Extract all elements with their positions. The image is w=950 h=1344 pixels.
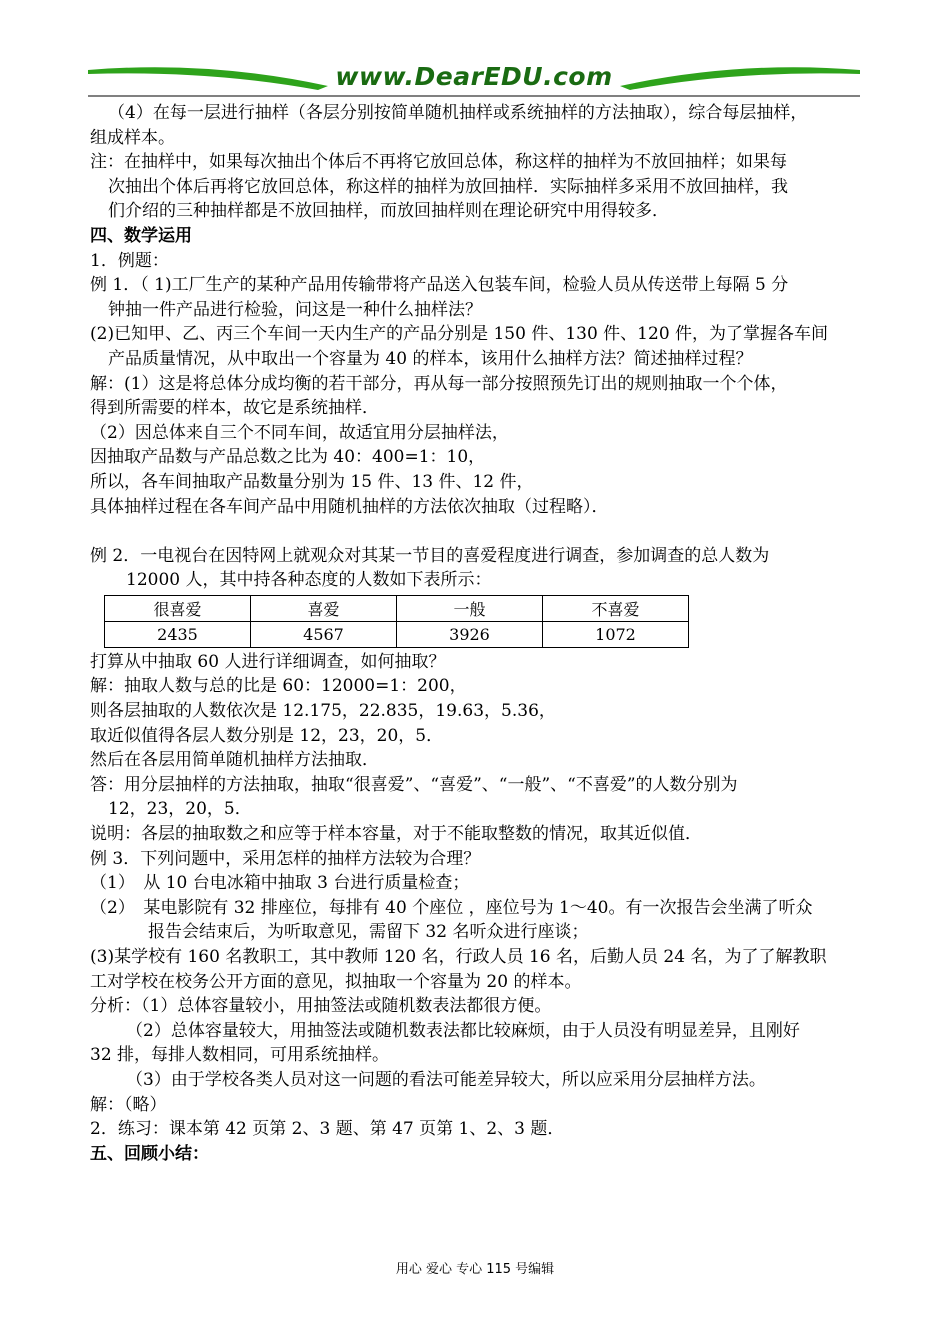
table-row <box>105 621 689 647</box>
analysis-line: （2）总体容量较大，用抽签法或随机数表法都比较麻烦，由于人员没有明显差异，且刚好 <box>126 1020 800 1041</box>
solution-line: 取近似值得各层人数分别是 12，23，20，5． <box>90 725 444 746</box>
answer-line: 12，23，20，5． <box>108 799 252 820</box>
example-line: 例 3．下列问题中，采用怎样的抽样方法较为合理？ <box>90 848 481 869</box>
note-line: 注：在抽样中，如果每次抽出个体后不再将它放回总体，称这样的抽样为不放回抽样；如果每 <box>90 152 787 173</box>
paragraph-line: （4）在每一层进行抽样（各层分别按简单随机抽样或系统抽样的方法抽取），综合每层抽样， <box>108 103 808 123</box>
solution-line: 则各层抽取的人数依次是 12.175，22.835，19.63，5.36， <box>90 701 556 722</box>
paragraph-line: 组成样本。 <box>90 127 175 148</box>
table-cell: 3926 <box>397 621 543 647</box>
example-line: （2） 某电影院有 32 排座位，每排有 40 个座位 ，座位号为 1～40。有一次报告会坐满了听众 <box>90 897 813 918</box>
example-line: (2)已知甲、乙、丙三个车间一天内生产的产品分别是 150 件、130 件、120 件，为了掌握各车间 <box>90 324 829 345</box>
solution-line: 解：抽取人数与总的比是 60：12000=1：200， <box>90 676 467 697</box>
table-cell: 4567 <box>251 621 397 647</box>
table-header-cell: 很喜爱 <box>105 595 251 621</box>
example-line: 工对学校在校务公开方面的意见，拟抽取一个容量为 20 的样本。 <box>90 971 582 992</box>
example-line: 例 2．一电视台在因特网上就观众对其某一节目的喜爱程度进行调查，参加调查的总人数为 <box>90 545 770 566</box>
solution-line: 解：（略） <box>90 1094 167 1115</box>
exercise-line: 2．练习：课本第 42 页第 2、3 题、第 47 页第 1、2、3 题． <box>90 1119 565 1140</box>
site-logo[interactable]: www.DearEDU.com <box>335 62 613 91</box>
analysis-line: （3）由于学校各类人员对这一问题的看法可能差异较大，所以应采用分层抽样方法。 <box>126 1069 766 1090</box>
answer-line: 答：用分层抽样的方法抽取，抽取“很喜爱”、“喜爱”、“一般”、“不喜爱”的人数分别为 <box>90 774 738 795</box>
table-header-cell: 一般 <box>397 595 543 621</box>
analysis-line: 32 排，每排人数相同，可用系统抽样。 <box>90 1045 390 1066</box>
survey-table <box>104 595 689 648</box>
example-line: 12000 人，其中持各种态度的人数如下表所示： <box>126 570 492 591</box>
document-body <box>90 101 860 1166</box>
solution-line: 所以，各车间抽取产品数量分别为 15 件、13 件、12 件， <box>90 471 534 492</box>
table-cell: 2435 <box>105 621 251 647</box>
solution-line: 然后在各层用简单随机抽样方法抽取． <box>90 750 379 771</box>
table-header-cell: 喜爱 <box>251 595 397 621</box>
subheading: 1．例题： <box>90 250 169 271</box>
note-line: 们介绍的三种抽样都是不放回抽样，而放回抽样则在理论研究中用得较多． <box>108 201 669 222</box>
solution-line: （2）因总体来自三个不同车间，故适宜用分层抽样法， <box>90 422 509 443</box>
table-header-cell: 不喜爱 <box>543 595 689 621</box>
example-line: 例 1．（ 1)工厂生产的某种产品用传输带将产品送入包装车间，检验人员从传送带上每隔 5 分 <box>90 275 789 296</box>
solution-line: 具体抽样过程在各车间产品中用随机抽样的方法依次抽取（过程略）． <box>90 496 609 517</box>
solution-line: 得到所需要的样本，故它是系统抽样． <box>90 398 379 419</box>
example-line: 产品质量情况，从中取出一个容量为 40 的样本，该用什么抽样方法？简述抽样过程？ <box>108 348 753 369</box>
example-line: 钟抽一件产品进行检验，问这是一种什么抽样法？ <box>108 299 482 320</box>
section-heading: 五、回顾小结： <box>90 1143 209 1164</box>
table-header-row <box>105 595 689 621</box>
explanation-line: 说明：各层的抽取数之和应等于样本容量，对于不能取整数的情况，取其近似值． <box>90 824 702 845</box>
note-line: 次抽出个体后再将它放回总体，称这样的抽样为放回抽样．实际抽样多采用不放回抽样，我 <box>108 176 788 197</box>
analysis-line: 分析：（1）总体容量较小，用抽签法或随机数表法都很方便。 <box>90 996 552 1017</box>
table-cell: 1072 <box>543 621 689 647</box>
example-line: 打算从中抽取 60 人进行详细调查，如何抽取？ <box>90 651 446 672</box>
page-footer: 用心 爱心 专心 115 号编辑 <box>395 1262 555 1277</box>
example-line: 报告会结束后，为听取意见，需留下 32 名听众进行座谈； <box>148 922 589 943</box>
solution-line: 因抽取产品数与产品总数之比为 40：400=1：10， <box>90 447 486 468</box>
example-line: (3)某学校有 160 名教职工，其中教师 120 名，行政人员 16 名，后勤人员 24 名，为了了解教职 <box>90 947 827 967</box>
solution-line: 解：(1）这是将总体分成均衡的若干部分，再从每一部分按照预先订出的规则抽取一个个体， <box>90 373 788 394</box>
site-header <box>88 56 860 98</box>
example-line: （1） 从 10 台电冰箱中抽取 3 台进行质量检查； <box>90 873 470 894</box>
section-heading: 四、数学运用 <box>90 225 192 246</box>
